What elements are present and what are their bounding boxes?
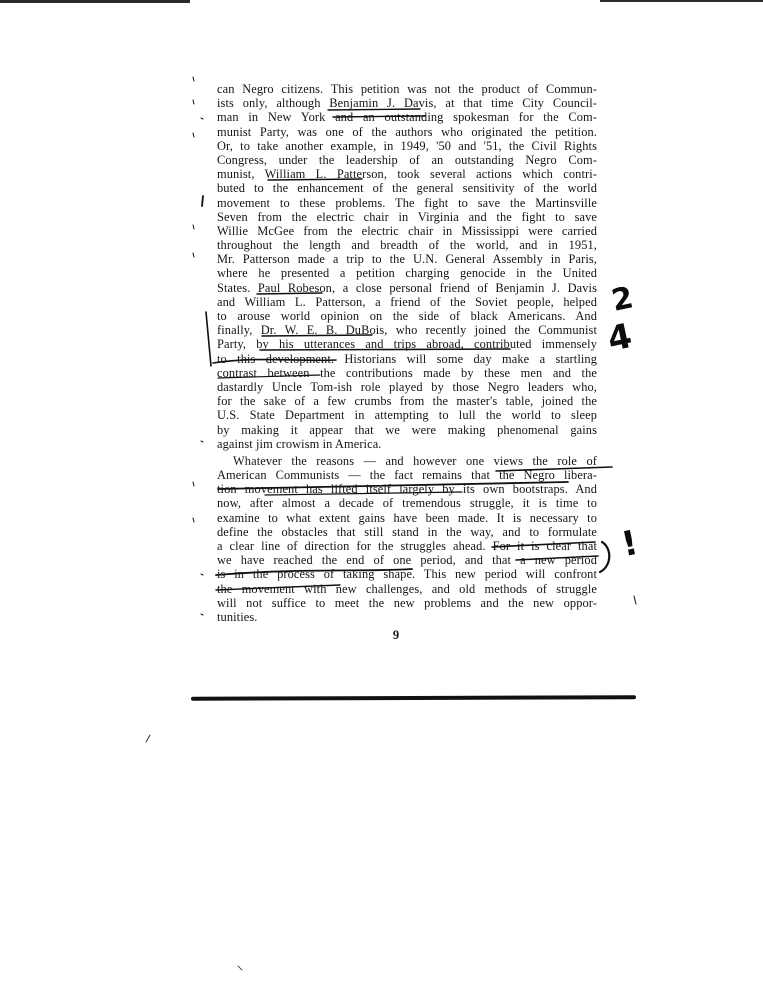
text-line: munist, William L. Patterson, took several actions which contri- — [217, 167, 597, 182]
text-line: Or, to take another example, in 1949, '50 and '51, the Civil Rights — [217, 138, 597, 153]
underline-shape — [216, 569, 412, 575]
underline-clear — [492, 542, 595, 547]
underline-development — [213, 359, 336, 363]
page-number: 9 — [392, 628, 400, 642]
text-line: the movement with new challenges, and old methods of struggle — [217, 581, 597, 596]
margin-bar-1 — [206, 312, 211, 366]
text-line: movement to these problems. The fight to save the Martinsville — [217, 195, 597, 210]
underline-davis — [328, 109, 420, 110]
underline-contrast — [218, 375, 320, 378]
text-line: Mr. Patterson made a trip to the U.N. General Assembly in Paris, — [217, 252, 597, 267]
text-line: American Communists — the fact remains that the Negro libera- — [217, 468, 597, 483]
underline-robeson — [257, 293, 322, 294]
text-line: tunities. — [217, 609, 258, 624]
text-line: can Negro citizens. This petition was not the product of Commun- — [217, 82, 597, 96]
handwritten-note-2: 2 — [608, 280, 637, 319]
handwritten-exclamation: ! — [618, 522, 642, 566]
underline-challenges — [216, 585, 340, 590]
text-line: a clear line of direction for the struggles ahead. For it is clear that — [217, 539, 597, 553]
text-line: is in the process of taking shape. This new period will confront — [217, 567, 597, 582]
text-line: examine to what extent gains have been made. It is necessary to — [217, 510, 597, 525]
underline-utterances — [260, 349, 510, 350]
text-line: against jim crowism in America. — [217, 436, 382, 451]
underline-outstanding — [333, 116, 425, 117]
text-line: munist Party, was one of the authors who originated the petition. — [217, 124, 597, 139]
text-line: throughout the length and breadth of the world, and in 1951, — [217, 238, 597, 253]
text-line: U.S. State Department in attempting to lull the world to sleep — [217, 408, 597, 423]
underline-bootstraps — [218, 482, 568, 489]
margin-bar-2 — [202, 196, 203, 206]
text-line: and William L. Patterson, a friend of the Soviet people, helped — [217, 294, 597, 309]
underline-dubois — [262, 335, 372, 336]
text-line: Whatever the reasons — and however one views the role of — [233, 453, 597, 468]
text-line: Congress, under the leadership of an outstanding Negro Com- — [217, 152, 597, 167]
text-line: Willie McGee from the electric chair in Mississippi were carried — [217, 223, 597, 238]
text-line: man in New York and an outstanding spokesman for the Com- — [217, 110, 597, 125]
handwritten-note-4: 4 — [604, 315, 636, 361]
text-line: contrast between the contributions made by these men and the — [217, 365, 597, 380]
underline-patterson — [268, 179, 362, 180]
underline-period — [516, 556, 598, 560]
underline-tremendous — [265, 492, 462, 495]
text-line: we have reached the end of one period, and that a new period — [217, 553, 597, 568]
margin-bracket — [600, 542, 609, 572]
text-line: tion movement has lifted itself largely by its own bootstraps. And — [217, 482, 597, 497]
text-line: dastardly Uncle Tom-ish role played by those Negro leaders who, — [217, 379, 597, 394]
text-line: Seven from the electric chair in Virginia and the fight to save — [217, 209, 597, 224]
text-line: to this development. Historians will some day make a startling — [217, 351, 597, 366]
margin-bar-3 — [634, 596, 636, 604]
underline-liberation — [496, 467, 612, 471]
text-line: for the sake of a few crumbs from the master's table, joined the — [217, 394, 597, 409]
text-line: finally, Dr. W. E. B. DuBois, who recently joined the Communist — [217, 323, 597, 338]
text-line: buted to the enhancement of the general sensitivity of the world — [217, 181, 597, 196]
text-line: ists only, although Benjamin J. Davis, at that time City Council- — [217, 96, 597, 111]
text-line: will not suffice to meet the new problems and the new oppor- — [217, 595, 597, 610]
text-line: States. Paul Robeson, a close personal friend of Benjamin J. Davis — [217, 280, 597, 295]
text-line: now, after almost a decade of tremendous struggle, it is time to — [217, 496, 597, 511]
text-line: to arouse world opinion on the side of black Americans. And — [217, 309, 597, 323]
text-line: by making it appear that we were making phenomenal gains — [217, 422, 597, 437]
text-line: define the obstacles that still stand in the way, and to formulate — [217, 524, 597, 539]
text-line: where he presented a petition charging genocide in the United — [217, 266, 597, 281]
text-line: Party, by his utterances and trips abroad, contributed immensely — [217, 337, 597, 352]
